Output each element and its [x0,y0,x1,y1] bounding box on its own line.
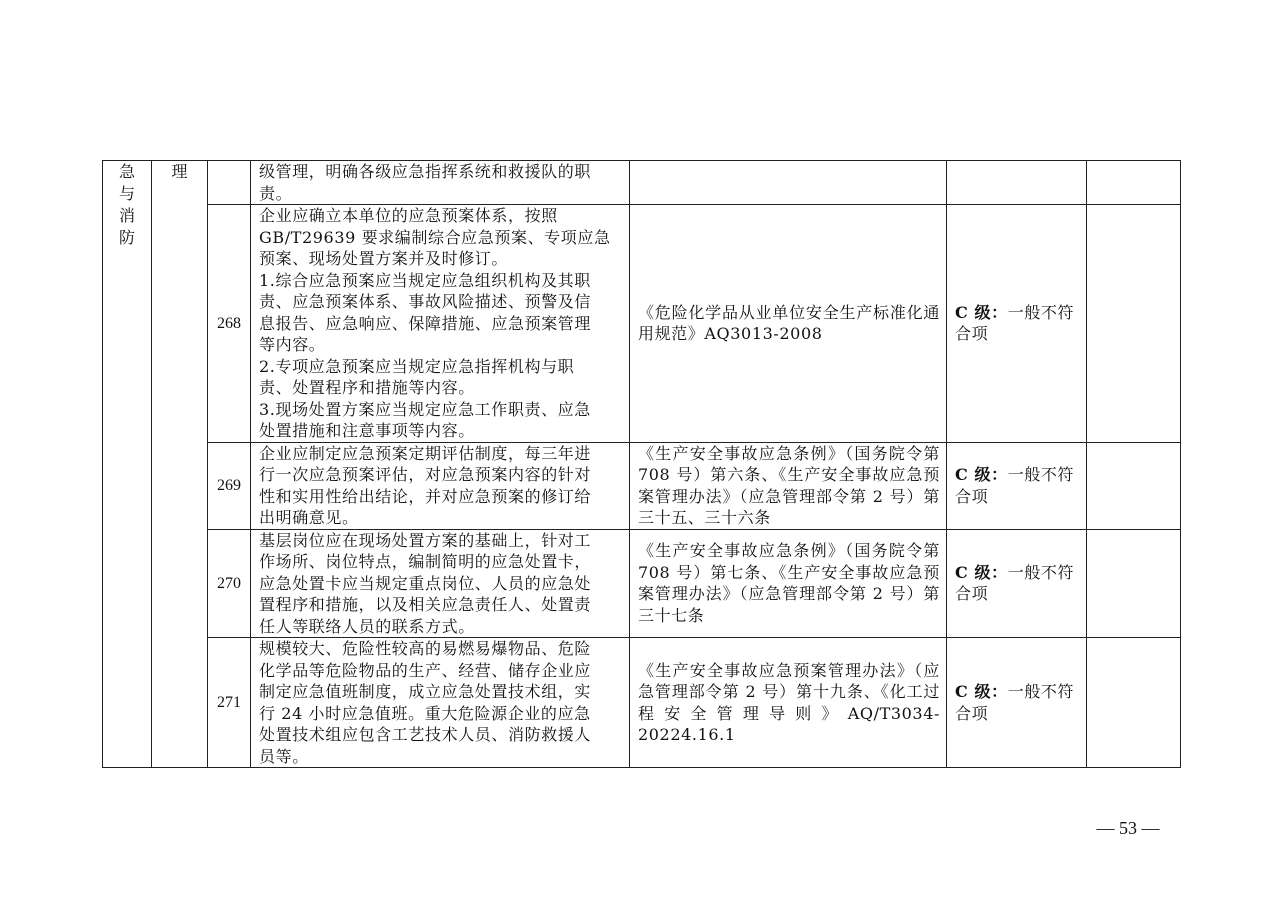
level-desc: 一般不符合项 [955,465,1075,506]
row-number: 270 [217,574,241,592]
content-line: 1.综合应急预案应当规定应急组织机构及其职 [259,270,591,290]
remark-cell [1087,529,1181,638]
page-number: — 53 — [1096,818,1160,838]
basis-text: 《生产安全事故应急条例》（国务院令第 708 号）第六条、《生产安全事故应急预案管理办法》（应急管理部令第 2 号）第三十五、三十六条 [638,443,940,527]
basis-cell [630,529,947,638]
content-line: 作场所、岗位特点，编制简明的应急处置卡， [259,552,592,571]
row-number-cell [208,161,251,205]
basis-cell [630,638,947,768]
content-line: 责、应急预案体系、事故风险描述、预警及信 [259,292,592,311]
category-char: 急 [118,162,135,181]
row-number-cell [208,205,251,443]
level-cell [947,638,1087,768]
content-line: 制定应急值班制度，成立应急处置技术组，实 [259,682,592,701]
content-line: 置程序和措施，以及相关应急责任人、处置责 [259,595,592,614]
subcategory-cell [152,161,208,768]
content-line: 预案、现场处置方案并及时修订。 [259,249,509,268]
remark-cell [1087,205,1181,443]
subcategory-char: 理 [171,162,188,181]
content-line: 员等。 [259,746,309,766]
basis-cell [630,205,947,443]
category-char: 消 [118,206,135,225]
basis-cell [630,161,947,205]
content-line: GB/T29639 要求编制综合应急预案、专项应急 [259,227,611,247]
remark-cell [1087,442,1181,529]
content-line: 应急处置卡应当规定重点岗位、人员的应急处 [259,573,592,593]
content-line: 企业应制定应急预案定期评估制度，每三年进 [259,443,592,463]
content-line: 行一次应急预案评估，对应急预案内容的针对 [259,465,592,484]
category-cell [103,161,152,768]
category-char: 与 [118,184,135,203]
content-line: 基层岗位应在现场处置方案的基础上，针对工 [259,530,592,550]
row-number-cell [208,529,251,638]
remark-cell [1087,638,1181,768]
level-cell [947,205,1087,443]
content-line: 出明确意见。 [259,508,359,527]
table-row [103,529,1181,638]
content-cell [251,161,630,205]
level-cell [947,161,1087,205]
remark-cell [1087,161,1181,205]
basis-text: 《生产安全事故应急预案管理办法》（应急管理部令第 2 号）第十九条、《化工过程安全管理导则》AQ/T3034-20224.16.1 [638,660,940,744]
content-line: 性和实用性给出结论，并对应急预案的修订给 [259,486,592,506]
category-char: 防 [118,228,135,247]
content-line: 等内容。 [259,335,326,354]
row-number: 269 [217,476,241,494]
level-grade: C 级： [955,465,1008,484]
content-line: 企业应确立本单位的应急预案体系，按照 [259,206,558,225]
level-desc: 一般不符合项 [955,302,1075,344]
level-desc: 一般不符合项 [955,562,1075,604]
row-number-cell [208,442,251,529]
requirements-table [102,160,1181,768]
content-line: 级管理，明确各级应急指挥系统和救援队的职 [259,162,592,181]
row-number: 268 [217,314,241,332]
basis-cell [630,442,947,529]
table-row [103,442,1181,529]
content-line: 3.现场处置方案应当规定应急工作职责、应急 [259,399,591,419]
content-line: 规模较大、危险性较高的易燃易爆物品、危险 [259,639,592,658]
table-row [103,638,1181,768]
level-grade: C 级： [955,562,1008,582]
content-line: 责、处置程序和措施等内容。 [259,378,475,397]
table-row [103,161,1181,205]
content-line: 息报告、应急响应、保障措施、应急预案管理 [259,313,592,333]
content-line: 化学品等危险物品的生产、经营、储存企业应 [259,660,592,680]
basis-text: 《生产安全事故应急条例》（国务院令第 708 号）第七条、《生产安全事故应急预案管理办法》（应急管理部令第 2 号）第三十七条 [638,541,940,625]
content-line: 行 24 小时应急值班。重大危险源企业的应急 [259,703,591,723]
content-line: 责。 [259,183,293,203]
content-line: 任人等联络人员的联系方式。 [259,616,475,636]
table-row [103,205,1181,443]
content-cell [251,529,630,638]
level-desc: 一般不符合项 [955,682,1075,723]
content-cell [251,205,630,443]
content-line: 处置技术组应包含工艺技术人员、消防救援人 [259,725,592,744]
content-cell [251,442,630,529]
level-grade: C 级： [955,302,1008,322]
level-grade: C 级： [955,682,1008,701]
row-number: 271 [217,693,241,711]
row-number-cell [208,638,251,768]
content-cell [251,638,630,768]
level-cell [947,442,1087,529]
basis-text: 《危险化学品从业单位安全生产标准化通用规范》AQ3013-2008 [638,302,940,344]
level-cell [947,529,1087,638]
content-line: 2.专项应急预案应当规定应急指挥机构与职 [259,356,575,376]
content-line: 处置措施和注意事项等内容。 [259,421,475,440]
